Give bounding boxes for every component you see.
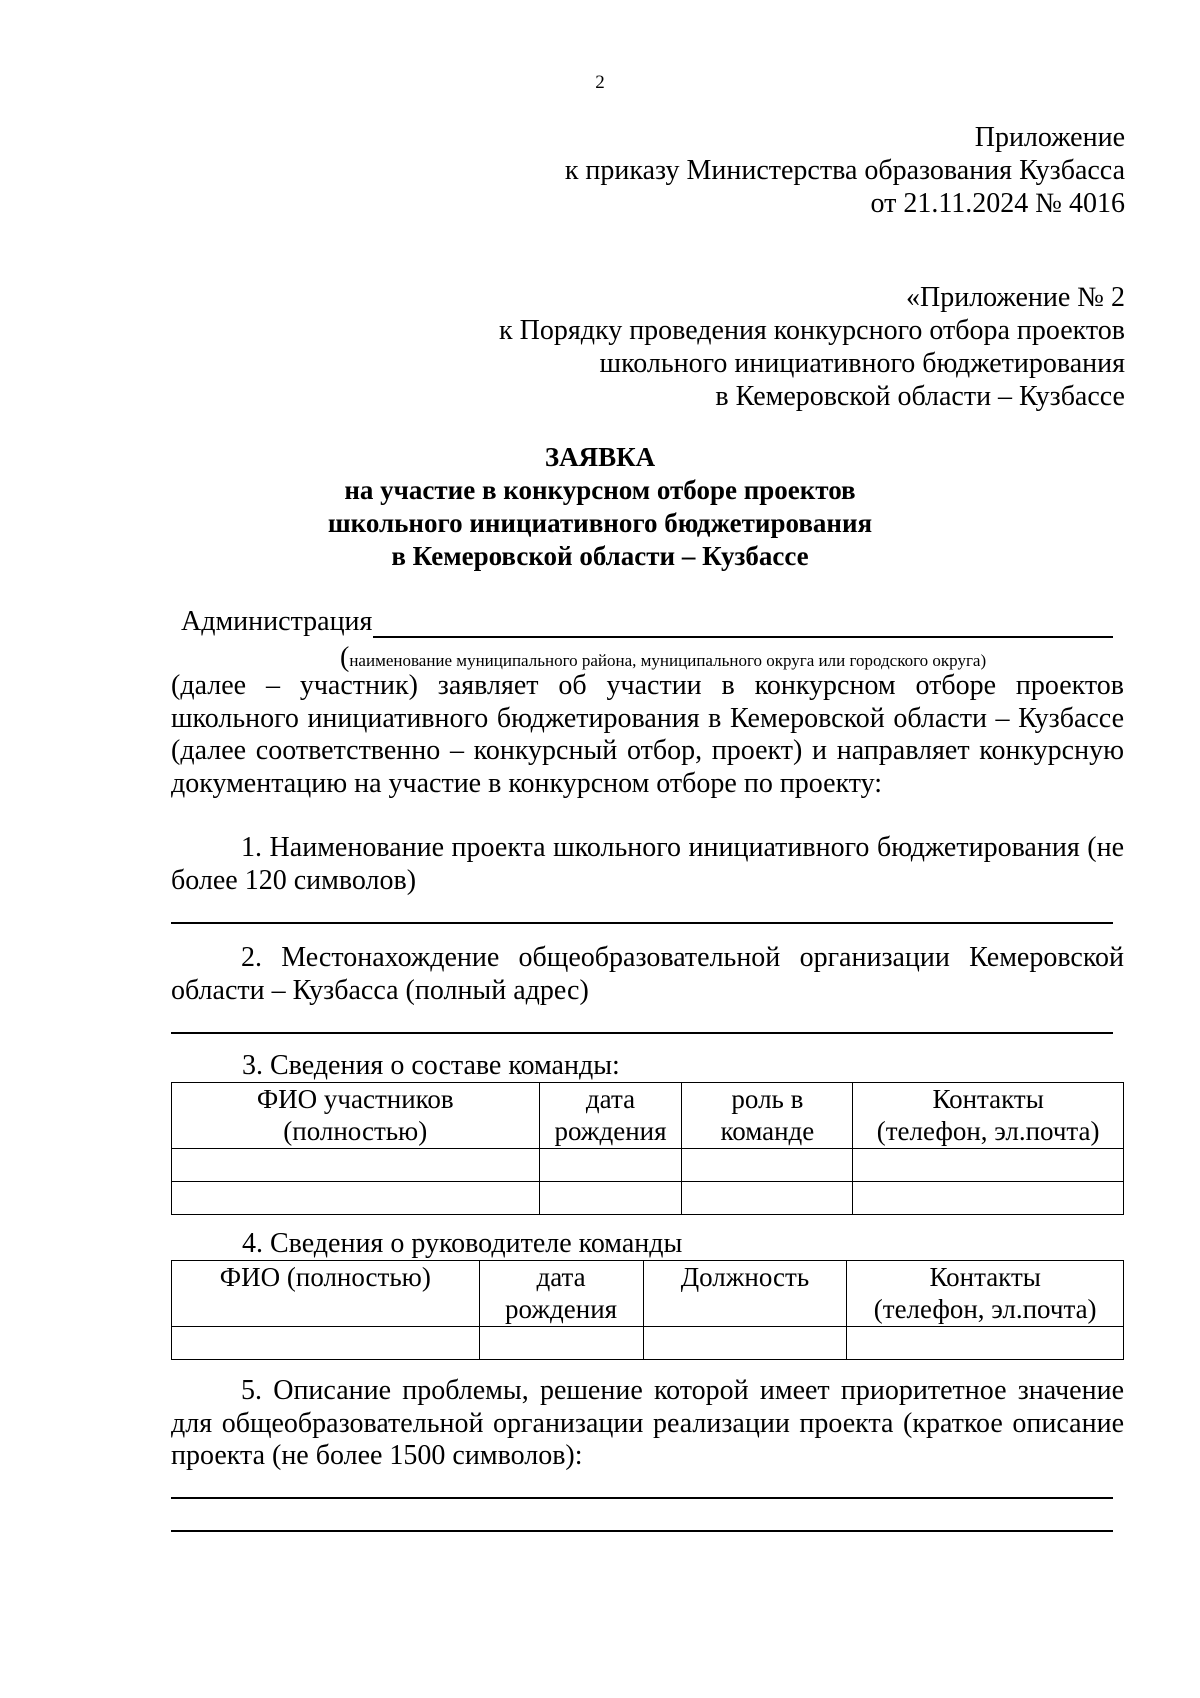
appendix-header-line: к приказу Министерства образования Кузбасса — [564, 155, 1125, 186]
administration-note-text: наименование муниципального района, муниципального округа или городского округа) — [349, 651, 987, 670]
header-cell — [539, 1083, 682, 1149]
item-1-text: 1. Наименование проекта школьного инициативного бюджетирования (не более 120 символов) — [171, 832, 1124, 896]
team-composition-table — [171, 1082, 1124, 1215]
title-line: на участие в конкурсном отборе проектов — [344, 475, 856, 505]
appendix-header — [565, 121, 1125, 220]
header-text: ФИО (полностью) — [219, 1262, 431, 1292]
header-cell — [172, 1083, 540, 1149]
application-title — [0, 441, 1200, 573]
header-text: роль в — [731, 1084, 804, 1114]
header-cell — [643, 1261, 847, 1327]
appendix-2-header — [499, 281, 1125, 413]
appendix-2-line: к Порядку проведения конкурсного отбора проектов — [499, 315, 1125, 346]
appendix-header-line: от 21.11.2024 № 4016 — [870, 188, 1125, 219]
table-cell[interactable] — [172, 1149, 540, 1182]
item-2-answer-line[interactable] — [171, 1032, 1113, 1034]
table-cell[interactable] — [172, 1327, 480, 1360]
header-text: команде — [720, 1116, 815, 1146]
item-1-answer-line[interactable] — [171, 922, 1113, 924]
administration-note-paren: ( — [340, 642, 350, 673]
table-cell[interactable] — [682, 1149, 853, 1182]
administration-label: Администрация — [181, 606, 373, 637]
title-line: ЗАЯВКА — [544, 442, 656, 472]
header-text: (телефон, эл.почта) — [873, 1294, 1097, 1324]
table-cell[interactable] — [853, 1149, 1124, 1182]
intro-paragraph: (далее – участник) заявляет об участии в конкурсном отборе проектов школьного инициативного бюджетирования в Кемеровской области – Кузбассе (далее соответственно – конкурсный отбор, проект) и направляет конкурсную документацию на участие в конкурсном отборе по проекту: — [171, 670, 1124, 799]
item-5-text: 5. Описание проблемы, решение которой имеет приоритетное значение для общеобразовательной организации реализации проекта (краткое описание проекта (не более 1500 символов): — [171, 1375, 1124, 1471]
administration-name-field[interactable] — [373, 636, 1113, 638]
header-text: дата — [585, 1084, 636, 1114]
header-text: дата — [536, 1262, 586, 1292]
table-header-row — [172, 1083, 1124, 1149]
item-2-text: 2. Местонахождение общеобразовательной организации Кемеровской области – Кузбасса (полный адрес) — [171, 942, 1124, 1006]
team-leader-table — [171, 1260, 1124, 1360]
table-cell[interactable] — [479, 1327, 643, 1360]
table-cell[interactable] — [682, 1182, 853, 1215]
header-text: рождения — [554, 1116, 667, 1146]
table-cell[interactable] — [539, 1182, 682, 1215]
header-text: (полностью) — [283, 1116, 428, 1146]
title-line: школьного инициативного бюджетирования — [327, 508, 873, 538]
item-4-heading: 4. Сведения о руководителе команды — [242, 1228, 683, 1259]
appendix-2-line: в Кемеровской области – Кузбассе — [715, 381, 1125, 412]
header-cell — [172, 1261, 480, 1327]
table-cell[interactable] — [847, 1327, 1124, 1360]
appendix-2-line: «Приложение № 2 — [906, 282, 1125, 313]
appendix-header-line: Приложение — [974, 122, 1125, 153]
table-cell[interactable] — [172, 1182, 540, 1215]
table-cell[interactable] — [539, 1149, 682, 1182]
item-3-heading: 3. Сведения о составе команды: — [242, 1050, 620, 1081]
header-text: рождения — [505, 1294, 618, 1324]
table-row — [172, 1182, 1124, 1215]
item-5-answer-line[interactable] — [171, 1497, 1113, 1499]
header-cell — [853, 1083, 1124, 1149]
table-row — [172, 1327, 1124, 1360]
header-text: ФИО участников — [256, 1084, 454, 1114]
header-text: Контакты — [929, 1262, 1041, 1292]
header-cell — [682, 1083, 853, 1149]
table-header-row — [172, 1261, 1124, 1327]
page-number: 2 — [595, 72, 605, 93]
header-cell — [847, 1261, 1124, 1327]
table-cell[interactable] — [643, 1327, 847, 1360]
table-cell[interactable] — [853, 1182, 1124, 1215]
appendix-2-line: школьного инициативного бюджетирования — [599, 348, 1125, 379]
header-cell — [479, 1261, 643, 1327]
table-row — [172, 1149, 1124, 1182]
header-text: Контакты — [932, 1084, 1044, 1114]
title-line: в Кемеровской области – Кузбассе — [391, 541, 809, 571]
item-5-answer-line[interactable] — [171, 1530, 1113, 1532]
header-text: (телефон, эл.почта) — [876, 1116, 1100, 1146]
header-text: Должность — [680, 1262, 810, 1292]
